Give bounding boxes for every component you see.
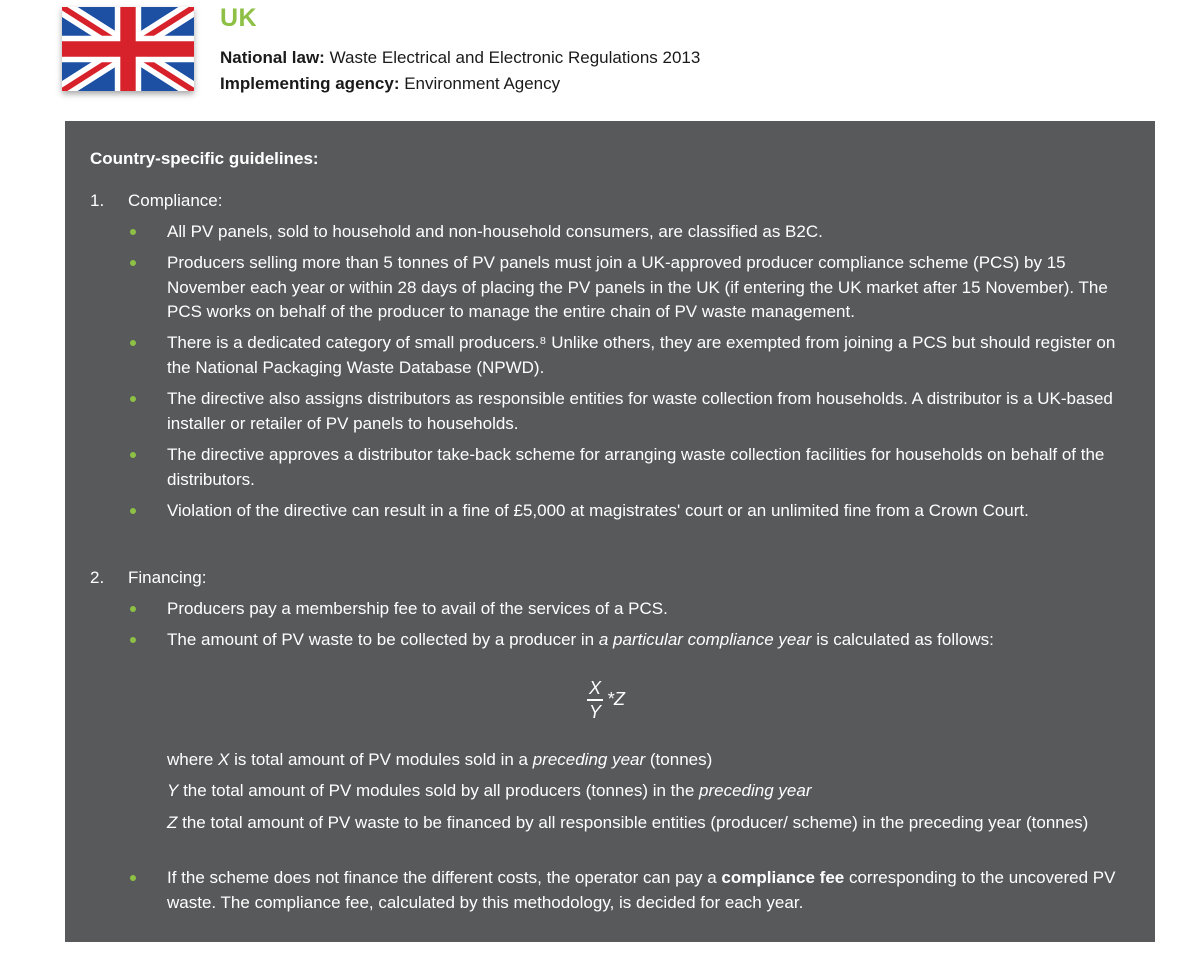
variable-definition-x (167, 748, 1127, 773)
national-law (220, 48, 700, 68)
list-item: Producers selling more than 5 tonnes of PV panels must join a UK-approved producer compliance scheme (PCS) by 15 November each year or within 28 days of placing the PV panels in the UK (if entering the UK market after 15 November). The PCS works on behalf of the producer to manage the entire chain of PV waste management. (167, 253, 1108, 321)
formula-operator: * (607, 689, 615, 709)
implementing-agency-label: Implementing agency: (220, 74, 400, 93)
section-title: Compliance: (128, 191, 223, 210)
section-number: 1. (90, 191, 105, 210)
guidelines-panel (65, 121, 1155, 942)
panel-heading: Country-specific guidelines: (90, 149, 319, 168)
formula-numerator: X (589, 678, 602, 698)
bullet-icon (130, 875, 136, 881)
variable: Z (167, 813, 178, 832)
national-law-label: National law: (220, 48, 325, 67)
variable: X (218, 750, 230, 769)
formula (587, 676, 637, 726)
section-financing-heading (90, 566, 206, 591)
bullet-icon (130, 508, 136, 514)
national-law-value: Waste Electrical and Electronic Regulations 2013 (329, 48, 701, 67)
text-run: the total amount of PV waste to be financed by all responsible entities (producer/ scheme) in the preceding year (tonnes) (177, 813, 1089, 832)
formula-factor-var: Z (614, 689, 626, 709)
list-item (167, 628, 1127, 653)
list-item: All PV panels, sold to household and non-household consumers, are classified as B2C. (167, 222, 823, 241)
bullet-icon (130, 637, 136, 643)
text-run-italic: preceding year (699, 781, 812, 800)
text-run-italic: preceding year (532, 750, 646, 769)
section-number: 2. (90, 568, 105, 587)
section-title: Financing: (128, 568, 207, 587)
bullet-icon (130, 229, 136, 235)
text-run: the total amount of PV modules sold by all producers (tonnes) in the (178, 781, 700, 800)
implementing-agency-value: Environment Agency (404, 74, 561, 93)
variable-definition-z (167, 811, 1127, 836)
text-run: (tonnes) (645, 750, 713, 769)
list-item: The directive approves a distributor take-back scheme for arranging waste collection facilities for households on behalf of the distributors. (167, 445, 1105, 489)
section-compliance-heading (90, 189, 223, 214)
formula-factor (607, 687, 625, 712)
text-run: If the scheme does not finance the different costs, the operator can pay a (167, 868, 722, 887)
implementing-agency (220, 74, 560, 94)
list-item: The directive also assigns distributors as responsible entities for waste collection from households. A distributor is a UK-based installer or retailer of PV panels to households. (167, 389, 1113, 433)
variable: Y (167, 781, 179, 800)
list-item: Producers pay a membership fee to avail of the services of a PCS. (167, 599, 668, 618)
text-run-bold: compliance fee (721, 868, 845, 887)
text-run: corresponding to the uncovered PV waste. The compliance fee, calculated by this methodology, is decided for each year. (167, 868, 1116, 912)
bullet-icon (130, 452, 136, 458)
text-run: is total amount of PV modules sold in a (229, 750, 533, 769)
text-run-italic: a particular compliance year (598, 630, 812, 649)
list-item: There is a dedicated category of small producers.⁸ Unlike others, they are exempted from joining a PCS but should register on the National Packaging Waste Database (NPWD). (167, 333, 1116, 377)
text-run: is calculated as follows: (811, 630, 994, 649)
uk-flag-icon (62, 7, 194, 91)
formula-denominator: Y (589, 702, 602, 722)
list-item (167, 866, 1127, 915)
bullet-icon (130, 260, 136, 266)
country-title: UK (220, 4, 258, 32)
bullet-icon (130, 340, 136, 346)
list-item: Violation of the directive can result in a fine of £5,000 at magistrates' court or an unlimited fine from a Crown Court. (167, 501, 1029, 520)
bullet-icon (130, 606, 136, 612)
text-run: where (167, 750, 219, 769)
text-run: The amount of PV waste to be collected by a producer in (167, 630, 599, 649)
variable-definition-y (167, 779, 1127, 804)
bullet-icon (130, 396, 136, 402)
